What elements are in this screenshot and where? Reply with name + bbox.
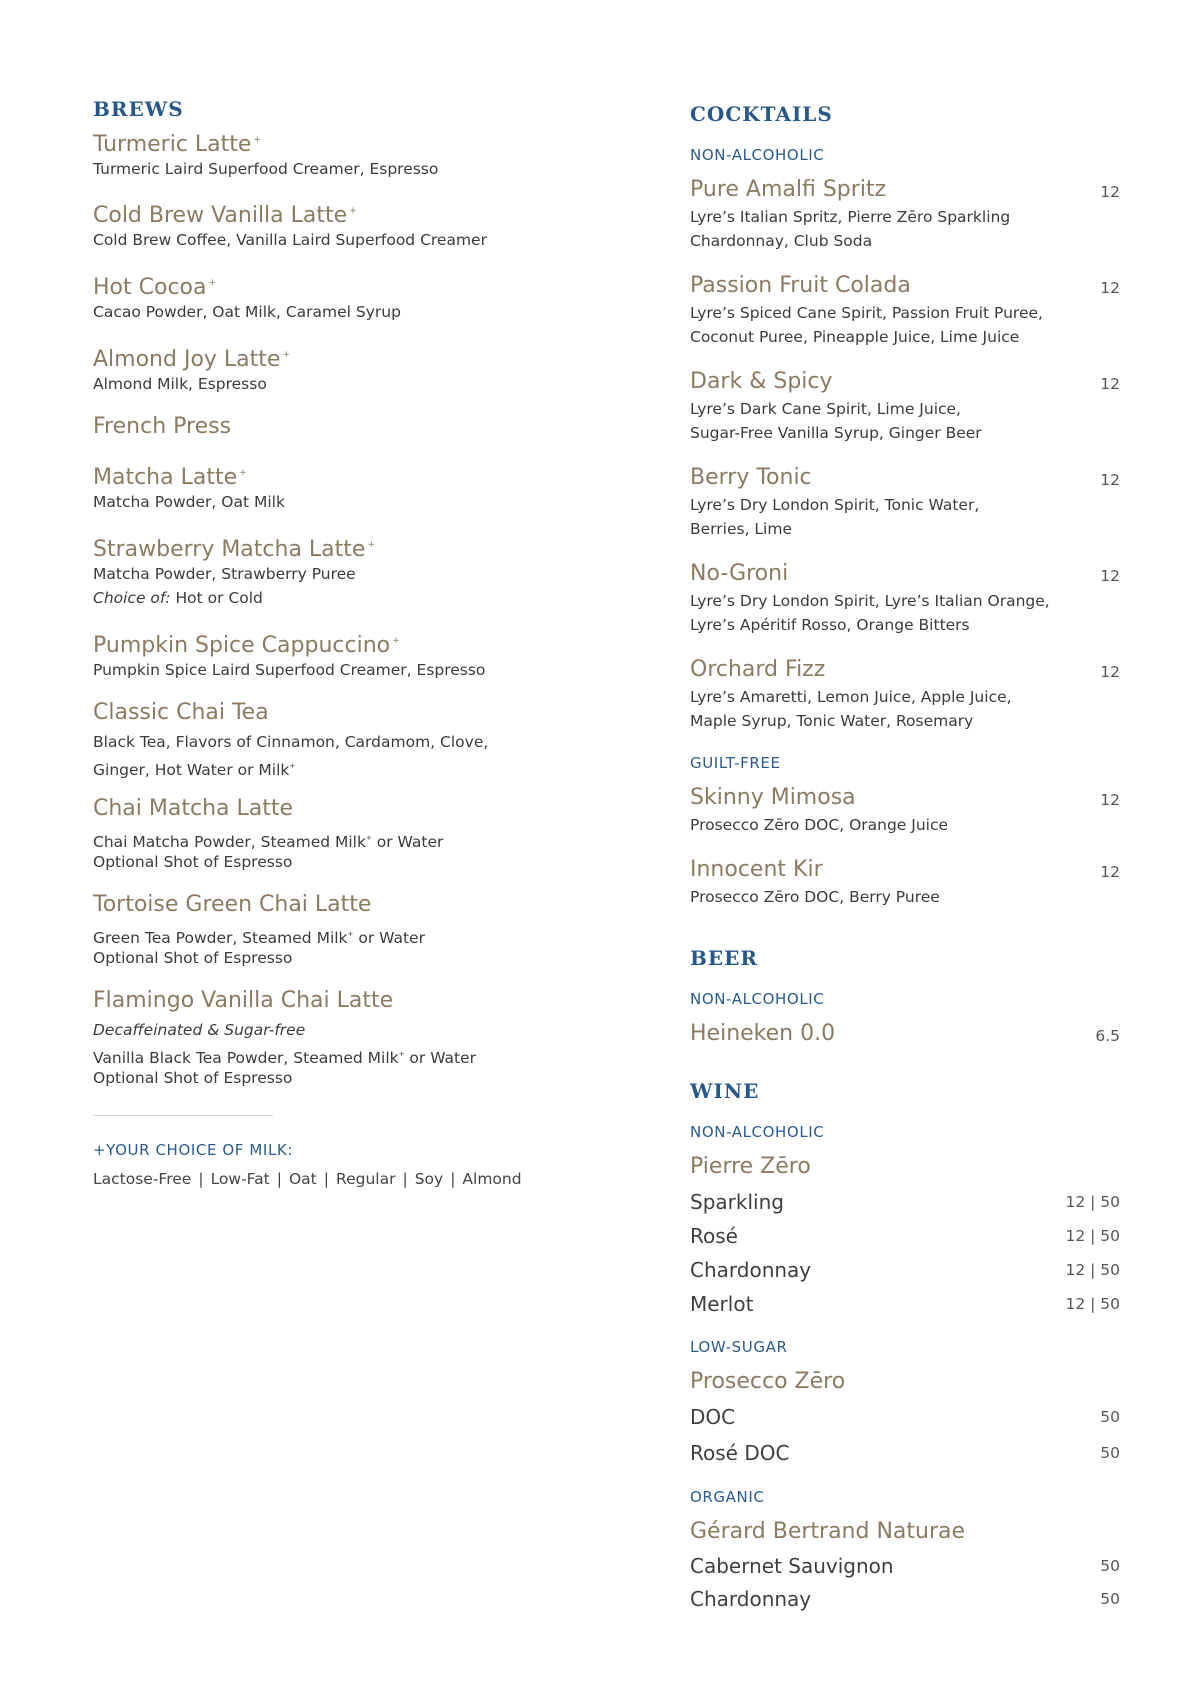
menu-item-desc: Optional Shot of Espresso	[93, 853, 293, 871]
menu-item-name: Tortoise Green Chai Latte	[93, 892, 372, 917]
wine-price: 12 | 50	[1065, 1227, 1120, 1245]
menu-item-name: Heineken 0.0	[690, 1021, 836, 1046]
menu-item-name: Chai Matcha Latte	[93, 796, 294, 821]
wine-price: 50	[1100, 1408, 1120, 1426]
menu-item-desc: Cold Brew Coffee, Vanilla Laird Superfood Creamer	[93, 231, 487, 249]
menu-item-name: No-Groni	[690, 561, 789, 586]
menu-item-name: Matcha Latte +	[93, 465, 247, 490]
menu-item-desc: Chardonnay, Club Soda	[690, 232, 873, 250]
menu-item-name: Pumpkin Spice Cappuccino +	[93, 633, 400, 658]
wine-title: WINE	[690, 1079, 760, 1103]
wine-producer: Prosecco Zēro	[690, 1369, 846, 1394]
menu-item-desc: Black Tea, Flavors of Cinnamon, Cardamom, Clove,	[93, 733, 489, 751]
wine-variant: Rosé	[690, 1224, 738, 1248]
menu-item-name: Passion Fruit Colada	[690, 273, 911, 298]
menu-item-price: 12	[1100, 183, 1120, 201]
menu-item-desc: Optional Shot of Espresso	[93, 949, 293, 967]
wine-producer: Pierre Zēro	[690, 1154, 811, 1179]
wine-producer: Gérard Bertrand Naturae	[690, 1519, 966, 1544]
menu-item-desc: Cacao Powder, Oat Milk, Caramel Syrup	[93, 303, 401, 321]
menu-item-name: Pure Amalfi Spritz	[690, 177, 887, 202]
menu-item-price: 12	[1100, 375, 1120, 393]
wine-variant: Sparkling	[690, 1190, 784, 1214]
beer-title: BEER	[690, 946, 759, 970]
menu-item-desc: Matcha Powder, Strawberry Puree	[93, 565, 356, 583]
menu-item-desc: Lyre’s Apéritif Rosso, Orange Bitters	[690, 616, 970, 634]
wine-price: 50	[1100, 1444, 1120, 1462]
wine-price: 12 | 50	[1065, 1295, 1120, 1313]
menu-item-price: 12	[1100, 863, 1120, 881]
wine-price: 12 | 50	[1065, 1261, 1120, 1279]
menu-item-desc: Matcha Powder, Oat Milk	[93, 493, 285, 511]
milk-options: Lactose-Free | Low-Fat | Oat | Regular | Soy | Almond	[93, 1170, 522, 1188]
menu-item-desc: Optional Shot of Espresso	[93, 1069, 293, 1087]
menu-item-name: Dark & Spicy	[690, 369, 833, 394]
menu-item-price: 12	[1100, 791, 1120, 809]
wine-price: 50	[1100, 1590, 1120, 1608]
menu-item-desc: Ginger, Hot Water or Milk+	[93, 761, 296, 779]
menu-item-name: Classic Chai Tea	[93, 700, 269, 725]
menu-item-desc: Pumpkin Spice Laird Superfood Creamer, Espresso	[93, 661, 486, 679]
subhead-non-alcoholic: NON-ALCOHOLIC	[690, 146, 825, 164]
menu-item-desc: Turmeric Laird Superfood Creamer, Espresso	[93, 160, 439, 178]
menu-item-name: Almond Joy Latte +	[93, 347, 290, 372]
menu-item-desc: Vanilla Black Tea Powder, Steamed Milk+ or Water	[93, 1049, 477, 1067]
menu-item-name: Cold Brew Vanilla Latte +	[93, 203, 357, 228]
subhead-low-sugar: LOW-SUGAR	[690, 1338, 788, 1356]
menu-item-name: Innocent Kir	[690, 857, 823, 882]
menu-item-desc: Sugar-Free Vanilla Syrup, Ginger Beer	[690, 424, 982, 442]
menu-item-desc: Lyre’s Dry London Spirit, Lyre’s Italian Orange,	[690, 592, 1050, 610]
menu-item-price: 12	[1100, 279, 1120, 297]
wine-variant: Rosé DOC	[690, 1441, 790, 1465]
subhead-non-alcoholic: NON-ALCOHOLIC	[690, 1123, 825, 1141]
wine-variant: Merlot	[690, 1292, 754, 1316]
menu-item-desc: Almond Milk, Espresso	[93, 375, 267, 393]
menu-item-name: Orchard Fizz	[690, 657, 826, 682]
menu-item-name: Strawberry Matcha Latte +	[93, 537, 376, 562]
menu-item-name: Flamingo Vanilla Chai Latte	[93, 988, 394, 1013]
menu-item-name: Berry Tonic	[690, 465, 812, 490]
wine-variant: DOC	[690, 1405, 736, 1429]
wine-variant: Chardonnay	[690, 1258, 812, 1282]
subhead-organic: ORGANIC	[690, 1488, 765, 1506]
menu-item-desc: Maple Syrup, Tonic Water, Rosemary	[690, 712, 974, 730]
menu-item-desc: Prosecco Zēro DOC, Orange Juice	[690, 816, 949, 834]
menu-item-desc: Prosecco Zēro DOC, Berry Puree	[690, 888, 940, 906]
cocktails-title: COCKTAILS	[690, 102, 833, 126]
menu-item-price: 6.5	[1095, 1027, 1120, 1045]
menu-item-desc: Berries, Lime	[690, 520, 792, 538]
menu-item-name: Skinny Mimosa	[690, 785, 856, 810]
menu-item-desc: Lyre’s Italian Spritz, Pierre Zēro Sparkling	[690, 208, 1011, 226]
brews-title: BREWS	[93, 97, 184, 121]
menu-item-note: Decaffeinated & Sugar-free	[93, 1021, 306, 1039]
milk-choice-title: +YOUR CHOICE OF MILK:	[93, 1141, 294, 1159]
menu-item-desc: Lyre’s Amaretti, Lemon Juice, Apple Juice,	[690, 688, 1012, 706]
wine-variant: Chardonnay	[690, 1587, 812, 1611]
menu-item-price: 12	[1100, 663, 1120, 681]
wine-price: 12 | 50	[1065, 1193, 1120, 1211]
menu-item-name: French Press	[93, 414, 232, 439]
menu-item-desc: Lyre’s Dark Cane Spirit, Lime Juice,	[690, 400, 961, 418]
menu-item-desc: Coconut Puree, Pineapple Juice, Lime Juice	[690, 328, 1020, 346]
menu-item-desc: Lyre’s Spiced Cane Spirit, Passion Fruit Puree,	[690, 304, 1043, 322]
menu-item-name: Turmeric Latte +	[93, 132, 261, 157]
subhead-non-alcoholic: NON-ALCOHOLIC	[690, 990, 825, 1008]
menu-item-price: 12	[1100, 567, 1120, 585]
menu-item-desc: Green Tea Powder, Steamed Milk+ or Water	[93, 929, 425, 947]
menu-item-desc: Lyre’s Dry London Spirit, Tonic Water,	[690, 496, 980, 514]
wine-variant: Cabernet Sauvignon	[690, 1554, 894, 1578]
menu-item-name: Hot Cocoa +	[93, 275, 217, 300]
divider	[93, 1115, 273, 1116]
menu-item-price: 12	[1100, 471, 1120, 489]
menu-item-desc: Chai Matcha Powder, Steamed Milk+ or Water	[93, 833, 444, 851]
wine-price: 50	[1100, 1557, 1120, 1575]
menu-item-choice: Choice of: Hot or Cold	[93, 589, 263, 607]
subhead-guilt-free: GUILT-FREE	[690, 754, 781, 772]
